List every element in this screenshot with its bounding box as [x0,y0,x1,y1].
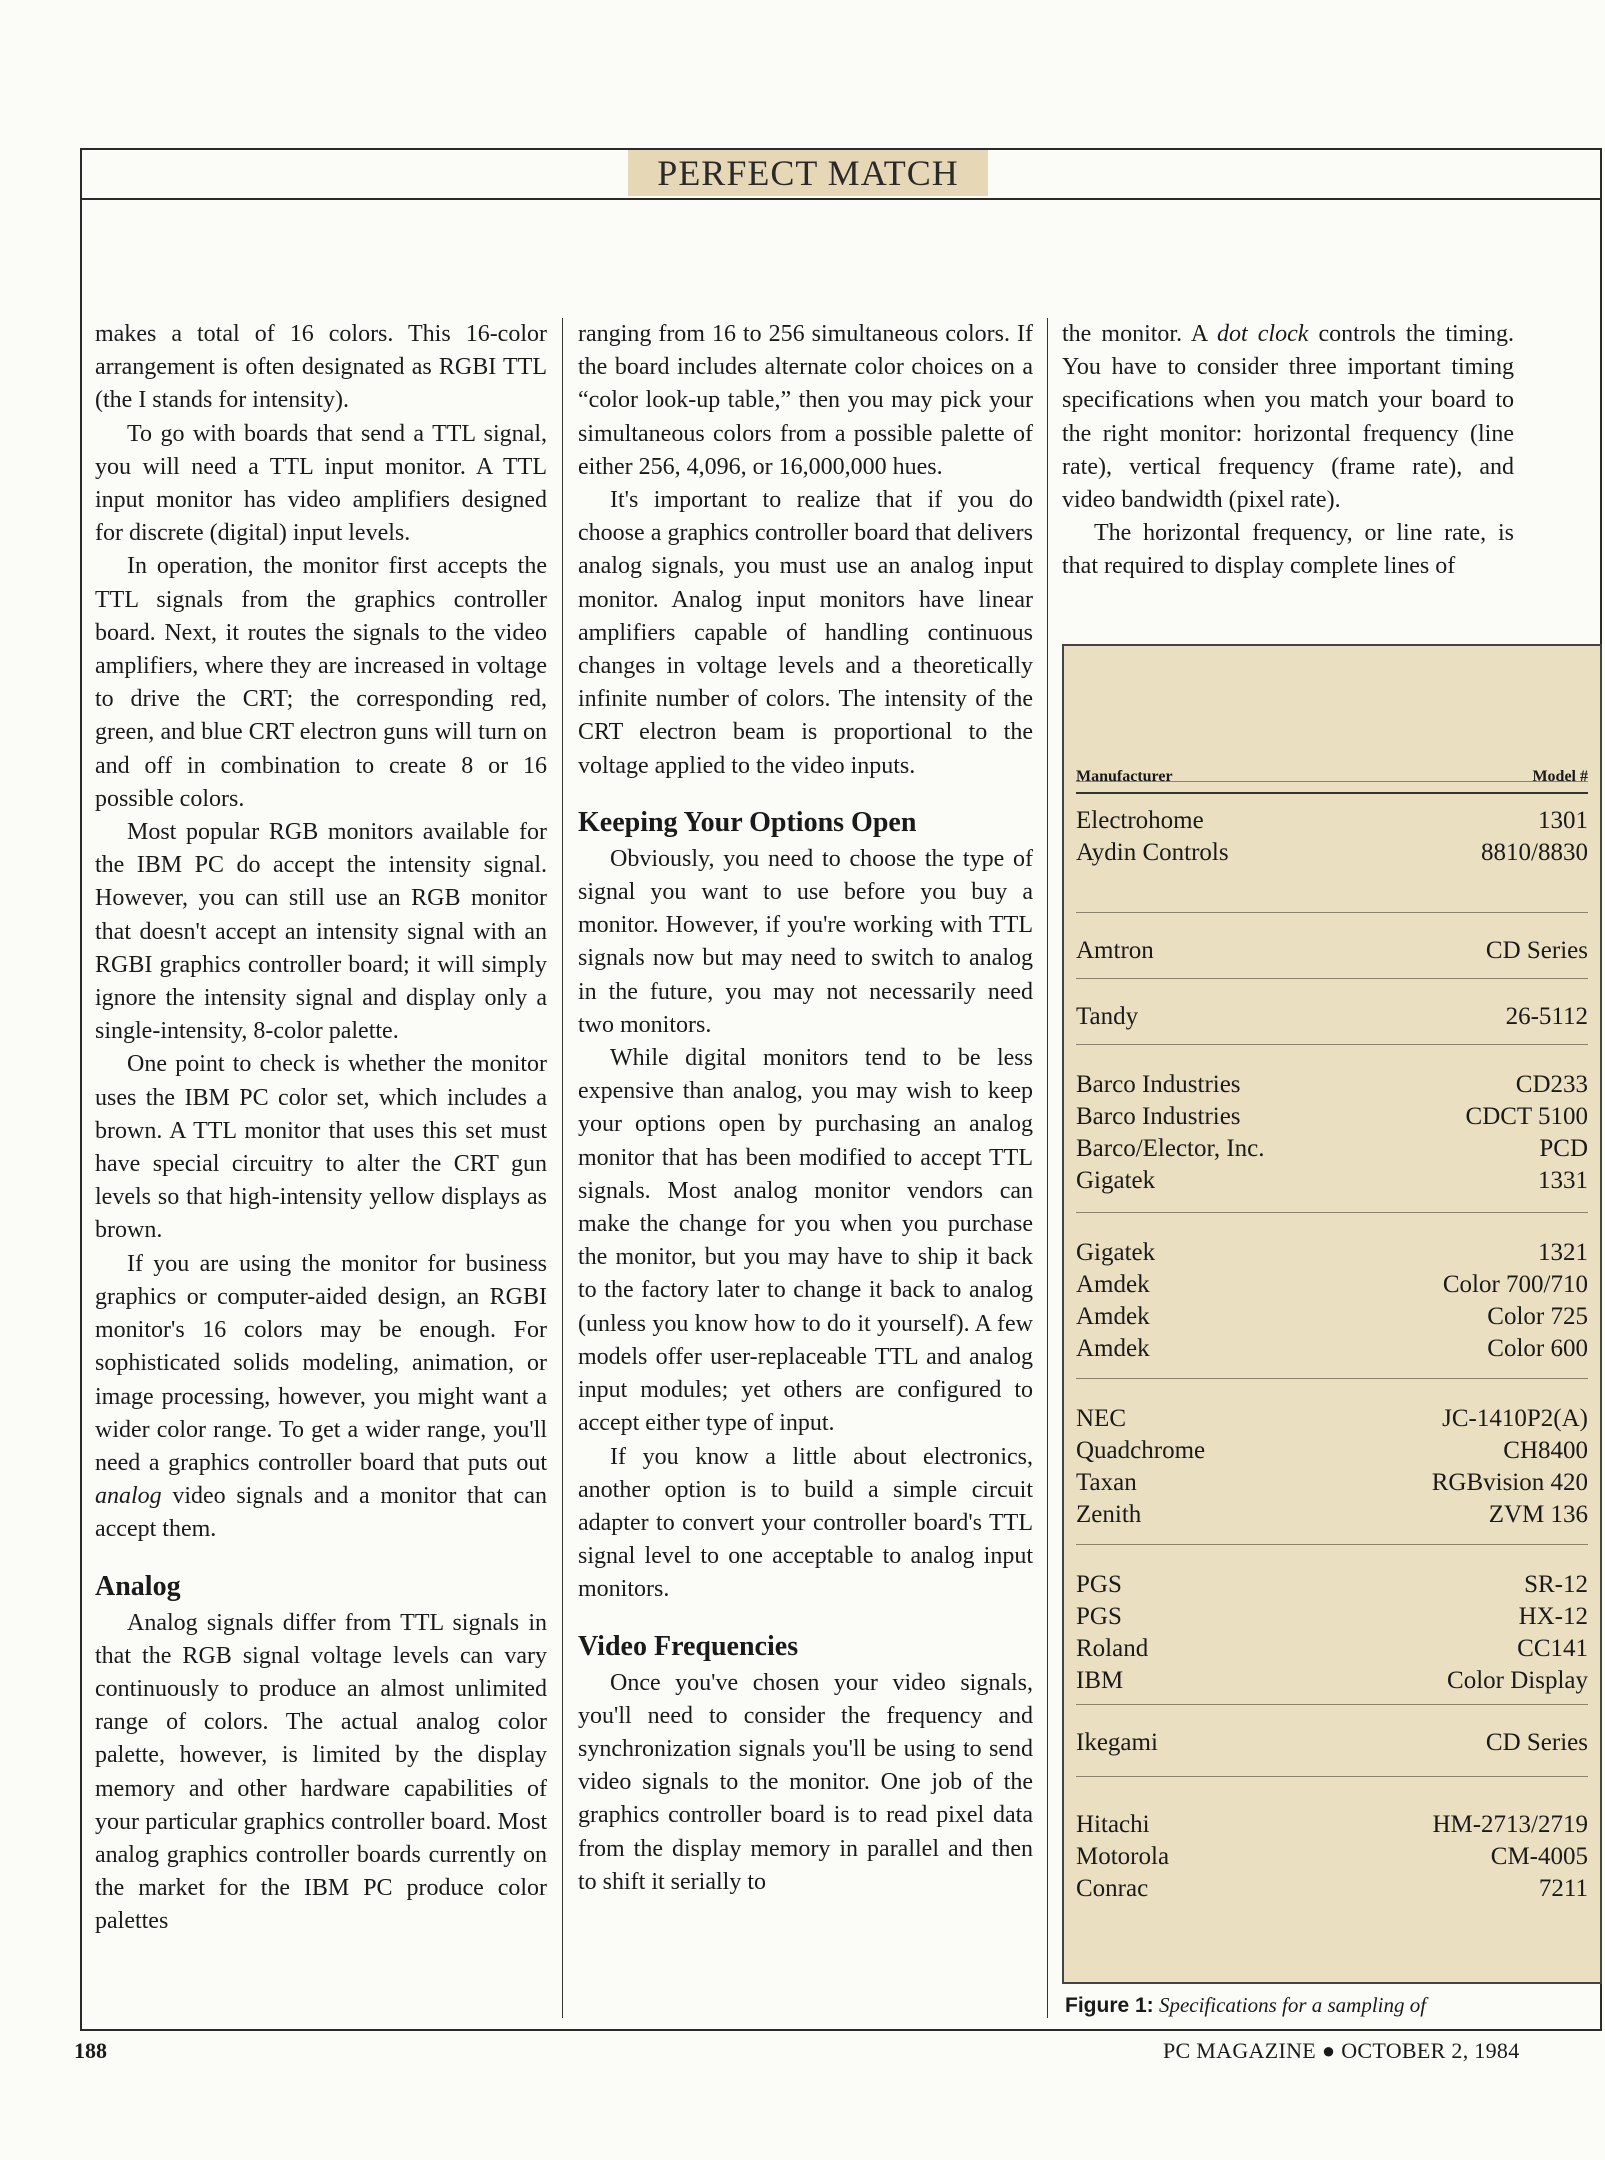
model-cell: 1331 [1538,1167,1588,1194]
table-row [1076,1664,1588,1697]
paragraph: While digital monitors tend to be less expensive than analog, you may wish to keep your options open by purchasing an analog monitor that has been modified to accept TTL signals. Most analog monitor vendors can make the change for you when you purchase the monitor, but you may have to ship it back to the factory later to change it back to analog (unless you know how to do it yourself). A few models offer user-replaceable TTL and analog input modules; yet others are configured to accept either type of input. [578,1045,1033,1437]
caption-text: Specifications for a sampling of [1158,1993,1427,2017]
model-cell: HM-2713/2719 [1432,1811,1588,1838]
model-cell: CD Series [1485,1729,1588,1756]
table-row [1076,1300,1588,1333]
table-row [1076,1332,1588,1365]
paragraph: One point to check is whether the monitor uses the IBM PC color set, which includes a brown. A TTL monitor that uses this set must have special circuitry to alter the CRT gun levels so that high-intensity yellow displays as brown. [95,1051,547,1244]
model-cell: 26-5112 [1505,1003,1588,1030]
paragraph-text: video signals and a monitor that can accept them. [95,1483,547,1543]
table-row [1076,1568,1588,1601]
group-divider [1076,1044,1588,1045]
manufacturer-cell: Ikegami [1076,1729,1158,1756]
manufacturer-cell: Gigatek [1076,1239,1156,1266]
header-manufacturer: Manufacturer [1076,768,1173,785]
paragraph: Once you've chosen your video signals, you'll need to consider the frequency and synchronization signals you'll be using to send video signals to the monitor. One job of the graphics controller board is to read pixel data from the display memory in parallel and then to shift it serially to [578,1669,1033,1895]
manufacturer-cell: Zenith [1076,1501,1142,1528]
group-divider [1076,912,1588,913]
article-column-2 [578,318,1033,2018]
model-cell: PCD [1539,1135,1588,1162]
table-row [1076,1600,1588,1633]
manufacturer-cell: Tandy [1076,1003,1139,1030]
model-cell: CD Series [1485,937,1588,964]
manufacturer-cell: PGS [1076,1571,1122,1598]
manufacturer-cell: NEC [1076,1405,1126,1432]
paragraph: ranging from 16 to 256 simultaneous colors. If the board includes alternate color choices on a “color look-up table,” then you may pick your simultaneous colors from a possible palette of either 256, 4,096, or 16,000,000 hues. [578,321,1033,480]
manufacturer-cell: Conrac [1076,1875,1149,1902]
table-row [1076,1840,1588,1873]
table-row [1076,1632,1588,1665]
model-cell: Color Display [1447,1667,1588,1694]
model-cell: CDCT 5100 [1465,1103,1588,1130]
header-rule [80,198,1602,200]
paragraph-text: controls the timing. You have to consider three important timing specifications when you match your board to the right monitor: horizontal frequency (line rate), vertical frequency (frame rate), and video bandwidth (pixel rate). [1062,321,1514,514]
table-header [1076,764,1588,794]
manufacturer-cell: Quadchrome [1076,1437,1206,1464]
manufacturer-cell: Roland [1076,1635,1149,1662]
manufacturer-cell: Hitachi [1076,1811,1150,1838]
model-cell: CM-4005 [1490,1843,1588,1870]
manufacturer-cell: Barco Industries [1076,1103,1241,1130]
group-divider [1076,1212,1588,1213]
figure-1-table [1062,644,1602,1984]
article-column-1 [95,318,547,2018]
paragraph: It's important to realize that if you do choose a graphics controller board that delivers analog signals, you must use an analog input monitor. Analog input monitors have linear amplifiers capable of handling continuous changes in voltage levels and a theoretically infinite number of colors. The intensity of the CRT electron beam is proportional to the voltage applied to the video inputs. [578,487,1033,779]
header-model: Model # [1532,768,1588,785]
model-cell: Color 725 [1487,1303,1588,1330]
paragraph: To go with boards that send a TTL signal, you will need a TTL input monitor. A TTL input monitor has video amplifiers designed for discrete (digital) input levels. [95,420,547,547]
table-row [1076,804,1588,837]
model-cell: 1321 [1538,1239,1588,1266]
group-divider [1076,781,1588,782]
manufacturer-cell: Motorola [1076,1843,1170,1870]
model-cell: JC-1410P2(A) [1442,1405,1588,1432]
table-row [1076,1808,1588,1841]
table-row [1076,1000,1588,1033]
group-divider [1076,1544,1588,1545]
model-cell: CH8400 [1503,1437,1588,1464]
model-cell: RGBvision 420 [1431,1469,1588,1496]
table-row [1076,1236,1588,1269]
table-row [1076,1164,1588,1197]
model-cell: ZVM 136 [1488,1501,1588,1528]
manufacturer-cell: Barco/Elector, Inc. [1076,1135,1265,1162]
manufacturer-cell: Amdek [1076,1335,1150,1362]
model-cell: 1301 [1538,807,1588,834]
paragraph: The horizontal frequency, or line rate, is that required to display complete lines of [1062,520,1514,580]
group-divider [1076,1776,1588,1777]
column-divider [1047,318,1048,2018]
model-cell: Color 600 [1487,1335,1588,1362]
paragraph [95,1248,547,1547]
page-number: 188 [74,2038,107,2063]
table-row [1076,836,1588,869]
table-row [1076,934,1588,967]
emphasis: dot clock [1216,321,1309,347]
model-cell: Color 700/710 [1442,1271,1588,1298]
group-divider [1076,1704,1588,1705]
manufacturer-cell: Aydin Controls [1076,839,1229,866]
manufacturer-cell: Amtron [1076,937,1154,964]
group-divider [1076,1378,1588,1379]
subheading-options: Keeping Your Options Open [578,806,917,838]
publication-footer: PC MAGAZINE ● OCTOBER 2, 1984 [1163,2038,1520,2063]
table-row [1076,1132,1588,1165]
model-cell: CD233 [1515,1071,1588,1098]
figure-caption [1065,1992,1595,2019]
manufacturer-cell: Amdek [1076,1271,1150,1298]
column-divider [562,318,563,2018]
emphasis: analog [95,1483,162,1510]
model-cell: 7211 [1538,1875,1588,1902]
manufacturer-cell: Gigatek [1076,1167,1156,1194]
manufacturer-cell: Taxan [1076,1469,1137,1496]
subheading-video: Video Frequencies [578,1630,799,1662]
section-header: PERFECT MATCH [628,150,988,196]
paragraph: If you know a little about electronics, another option is to build a simple circuit adapter to convert your controller board's TTL signal level to one acceptable to analog input monitors. [578,1443,1033,1603]
manufacturer-cell: IBM [1076,1667,1124,1694]
table-row [1076,1726,1588,1759]
manufacturer-cell: Amdek [1076,1303,1150,1330]
table-row [1076,1100,1588,1133]
table-row [1076,1068,1588,1101]
group-divider [1076,978,1588,979]
paragraph: makes a total of 16 colors. This 16-color arrangement is often designated as RGBI TTL (the I stands for intensity). [95,321,547,414]
paragraph-text: the monitor. A [1062,321,1217,347]
table-row [1076,1466,1588,1499]
paragraph: Analog signals differ from TTL signals in that the RGB signal voltage levels can vary continuously to produce an almost unlimited range of colors. The actual analog color palette, however, is limited by the display memory and other hardware capabilities of your particular graphics controller board. Most analog graphics controller boards currently on the market for the IBM PC produce color palettes [95,1609,547,1935]
manufacturer-cell: Barco Industries [1076,1071,1241,1098]
manufacturer-cell: Electrohome [1076,807,1204,834]
table-row [1076,1268,1588,1301]
paragraph-text: If you are using the monitor for business graphics or computer-aided design, an RGBI monitor's 16 colors may be enough. For sophisticated solids modeling, animation, or image processing, however, you might want a wider color range. To get a wider range, you'll need a graphics controller board that puts out [95,1250,547,1476]
model-cell: SR-12 [1524,1571,1588,1598]
model-cell: 8810/8830 [1481,839,1588,866]
caption-label: Figure 1: [1065,1994,1154,2017]
paragraph: In operation, the monitor first accepts the TTL signals from the graphics controller board. Next, it routes the signals to the video amplifiers, where they are increased in voltage to drive the CRT; the corresponding red, green, and blue CRT electron guns will turn on and off in combination to create 8 or 16 possible colors. [95,553,547,812]
paragraph: Most popular RGB monitors available for the IBM PC do accept the intensity signal. However, you can still use an RGB monitor that doesn't accept an intensity signal with an RGBI graphics controller board; it will simply ignore the intensity signal and display only a single-intensity, 8-color palette. [95,819,547,1045]
manufacturer-cell: PGS [1076,1603,1122,1630]
model-cell: HX-12 [1518,1603,1588,1630]
table-row [1076,1434,1588,1467]
table-row [1076,1498,1588,1531]
paragraph: Obviously, you need to choose the type of signal you want to use before you buy a monitor. However, if you're working with TTL signals now but may need to switch to analog in the future, you may not necessarily need two monitors. [578,845,1033,1038]
table-row [1076,1872,1588,1905]
article-column-3 [1062,318,1514,628]
table-row [1076,1402,1588,1435]
subheading-analog: Analog [95,1570,181,1602]
paragraph [1062,318,1514,517]
model-cell: CC141 [1517,1635,1588,1662]
